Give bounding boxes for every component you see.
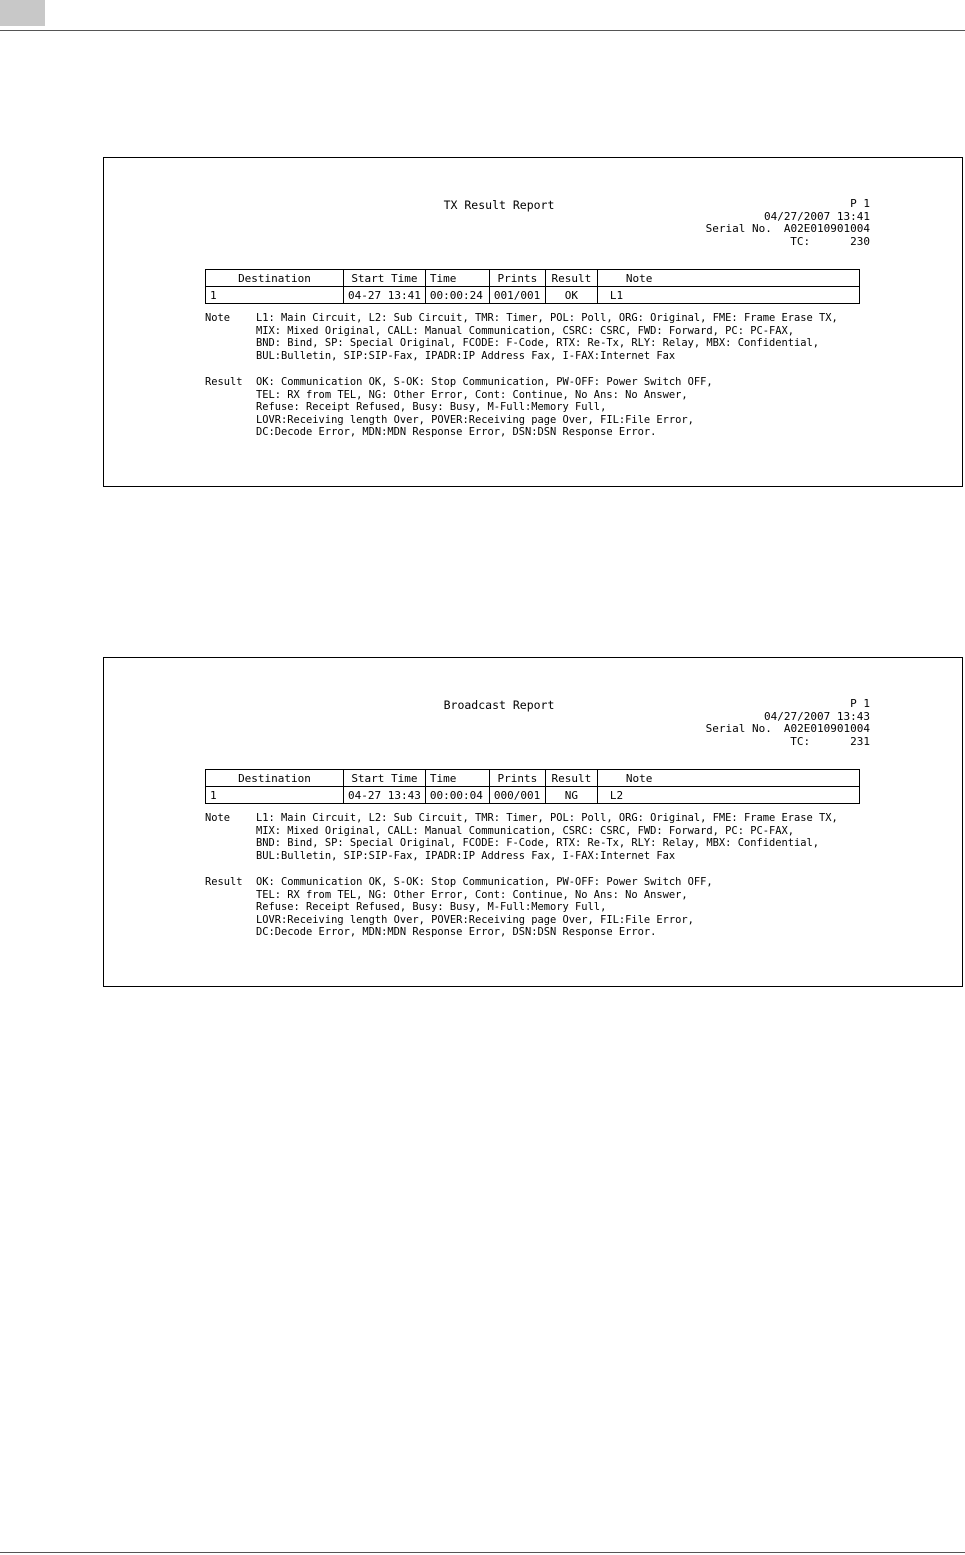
table-header-row <box>206 270 860 287</box>
report-header-info <box>706 698 870 748</box>
cell-result: OK <box>545 287 597 304</box>
note-legend-text: L1: Main Circuit, L2: Sub Circuit, TMR: Timer, POL: Poll, ORG: Original, FME: Frame Erase TX, MIX: Mixed Original, CALL: Manual Communication, CSRC: CSRC, FWD: Forward, PC: PC-FAX, BND: Bind, SP: Special Original, FCODE: F-Code, RTX: Re-Tx, RLY: Relay, MBX: Confidential, BUL:Bulletin, SIP:SIP-Fax, IPADR:IP Address Fax, I-FAX:Internet Fax <box>256 812 838 862</box>
column-header: Start Time <box>344 270 426 287</box>
tc-line: TC: 230 <box>790 234 870 248</box>
tc-line: TC: 231 <box>790 734 870 748</box>
column-header: Result <box>545 270 597 287</box>
column-header: Prints <box>489 270 545 287</box>
cell-note: L1 <box>597 287 859 304</box>
column-header: Time <box>425 770 489 787</box>
column-header: Destination <box>206 770 344 787</box>
table-row <box>206 787 860 804</box>
transmission-table <box>205 769 860 804</box>
transmission-table <box>205 269 860 304</box>
footer-rule <box>0 1552 965 1553</box>
report-title: TX Result Report <box>443 198 555 212</box>
page-corner-tab <box>0 0 45 26</box>
cell-destination: 1 <box>206 287 344 304</box>
cell-prints: 000/001 <box>489 787 545 804</box>
column-header: Prints <box>489 770 545 787</box>
result-legend-label: Result <box>205 376 243 388</box>
result-legend-text: OK: Communication OK, S-OK: Stop Communication, PW-OFF: Power Switch OFF, TEL: RX from TEL, NG: Other Error, Cont: Continue, No Ans: No Answer, Refuse: Receipt Refused, Busy: Busy, M-Full:Memory Full, LOVR:Receiving length Over, POVER:Receiving page Over, FIL:File Error, DC:Decode Error, MDN:MDN Response Error, DSN:DSN Response Error. <box>256 376 713 438</box>
cell-prints: 001/001 <box>489 287 545 304</box>
cell-destination: 1 <box>206 787 344 804</box>
cell-time: 00:00:24 <box>425 287 489 304</box>
serial-number-line: Serial No. A02E010901004 <box>705 722 870 736</box>
report-title: Broadcast Report <box>443 698 555 712</box>
cell-time: 00:00:04 <box>425 787 489 804</box>
cell-note: L2 <box>597 787 859 804</box>
note-legend-label: Note <box>205 812 231 824</box>
page-number: P 1 <box>850 197 870 210</box>
column-header: Time <box>425 270 489 287</box>
column-header: Start Time <box>344 770 426 787</box>
column-header: Note <box>597 770 859 787</box>
report-datetime: 04/27/2007 13:41 <box>764 209 870 223</box>
serial-number-line: Serial No. A02E010901004 <box>705 222 870 236</box>
result-legend-label: Result <box>205 876 243 888</box>
cell-start-time: 04-27 13:41 <box>344 287 426 304</box>
column-header: Note <box>597 270 859 287</box>
column-header: Result <box>545 770 597 787</box>
note-legend-label: Note <box>205 312 231 324</box>
cell-result: NG <box>545 787 597 804</box>
result-legend-text: OK: Communication OK, S-OK: Stop Communication, PW-OFF: Power Switch OFF, TEL: RX from TEL, NG: Other Error, Cont: Continue, No Ans: No Answer, Refuse: Receipt Refused, Busy: Busy, M-Full:Memory Full, LOVR:Receiving length Over, POVER:Receiving page Over, FIL:File Error, DC:Decode Error, MDN:MDN Response Error, DSN:DSN Response Error. <box>256 876 713 938</box>
header-rule <box>0 30 965 31</box>
report-datetime: 04/27/2007 13:43 <box>764 709 870 723</box>
table-header-row <box>206 770 860 787</box>
page-number: P 1 <box>850 697 870 710</box>
report-header-info <box>706 198 870 248</box>
cell-start-time: 04-27 13:43 <box>344 787 426 804</box>
tx-result-report <box>103 157 963 487</box>
note-legend-text: L1: Main Circuit, L2: Sub Circuit, TMR: Timer, POL: Poll, ORG: Original, FME: Frame Erase TX, MIX: Mixed Original, CALL: Manual Communication, CSRC: CSRC, FWD: Forward, PC: PC-FAX, BND: Bind, SP: Special Original, FCODE: F-Code, RTX: Re-Tx, RLY: Relay, MBX: Confidential, BUL:Bulletin, SIP:SIP-Fax, IPADR:IP Address Fax, I-FAX:Internet Fax <box>256 312 838 362</box>
table-row <box>206 287 860 304</box>
broadcast-report <box>103 657 963 987</box>
column-header: Destination <box>206 270 344 287</box>
